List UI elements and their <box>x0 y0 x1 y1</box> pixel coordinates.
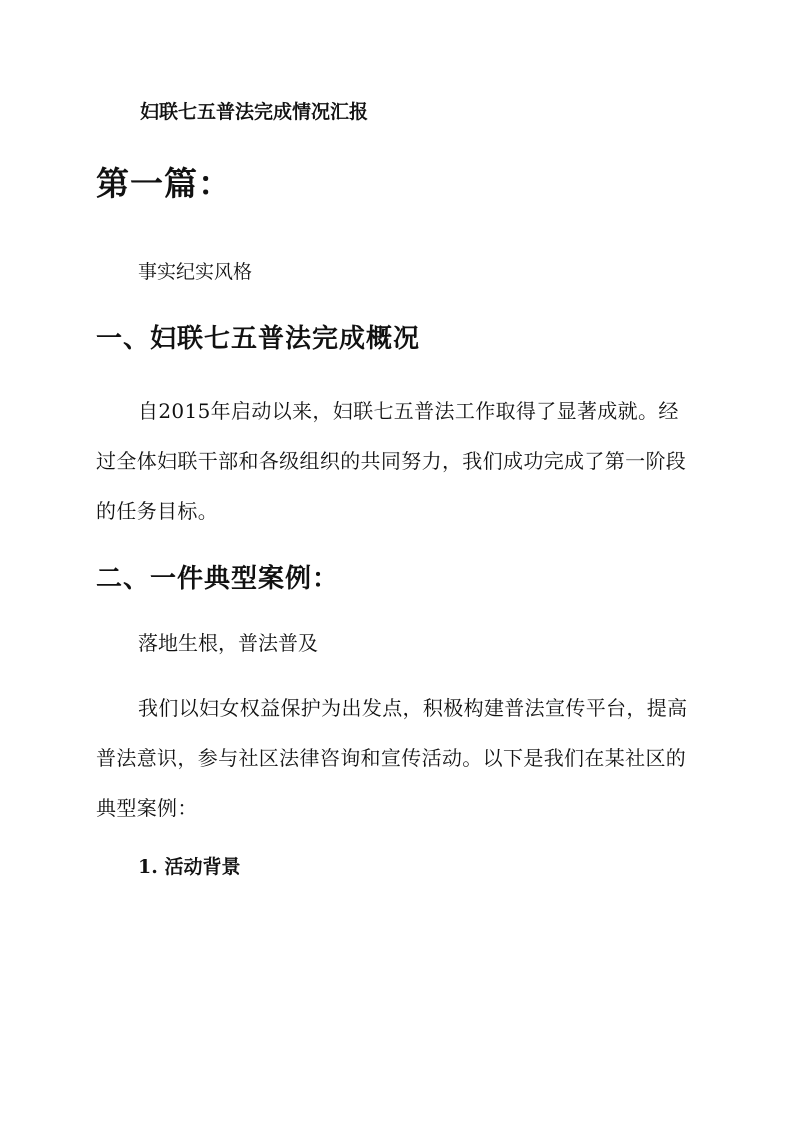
section1-paragraph-line: 的任务目标。 <box>96 499 219 523</box>
section2-subheading: 落地生根，普法普及 <box>138 631 318 655</box>
section2-paragraph-line: 典型案例： <box>96 796 198 820</box>
section2-paragraph-line: 我们以妇女权益保护为出发点，积极构建普法宣传平台，提高 <box>138 696 688 720</box>
document-title: 妇联七五普法完成情况汇报 <box>140 101 369 123</box>
section1-heading: 一、妇联七五普法完成概况 <box>96 324 421 354</box>
section2-paragraph-line: 普法意识，参与社区法律咨询和宣传活动。以下是我们在某社区的 <box>96 746 687 770</box>
section1-paragraph-line: 自2015年启动以来，妇联七五普法工作取得了显著成就。经 <box>138 399 679 423</box>
list-item-heading: 1. 活动背景 <box>138 856 241 878</box>
part-title: 第一篇： <box>96 164 232 203</box>
document-subtitle: 事实纪实风格 <box>138 261 253 283</box>
section2-heading: 二、一件典型案例： <box>96 564 340 594</box>
section1-paragraph-line: 过全体妇联干部和各级组织的共同努力，我们成功完成了第一阶段 <box>96 449 687 473</box>
